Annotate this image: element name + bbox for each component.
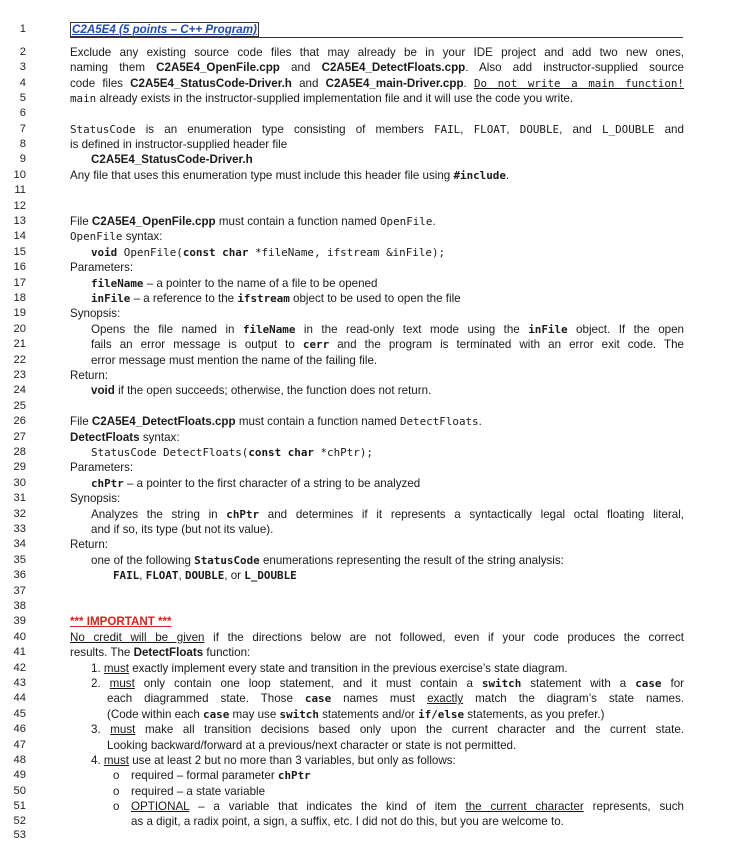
line-text: Analyzes the string in chPtr and determines if it represents a syntactically legal octal floating literal, bbox=[91, 508, 684, 521]
line-number: 44 bbox=[13, 692, 26, 704]
line-3 bbox=[0, 60, 750, 75]
line-number: 27 bbox=[13, 431, 26, 443]
line-43 bbox=[0, 676, 750, 691]
line-number: 40 bbox=[13, 631, 26, 643]
line-text: Parameters: bbox=[70, 461, 134, 474]
line-33 bbox=[0, 522, 750, 537]
line-36 bbox=[0, 568, 750, 583]
line-10 bbox=[0, 168, 750, 183]
filename: C2A5E4_OpenFile.cpp bbox=[156, 61, 280, 74]
line-number: 20 bbox=[13, 323, 26, 335]
line-number: 25 bbox=[13, 400, 26, 412]
line-number: 50 bbox=[13, 785, 26, 797]
line-18 bbox=[0, 291, 750, 306]
line-25 bbox=[0, 399, 750, 414]
line-text: fails an error message is output to cerr and the program is terminated with an error exit code. The bbox=[91, 338, 684, 351]
line-number: 46 bbox=[13, 723, 26, 735]
line-text: FAIL, FLOAT, DOUBLE, or L_DOUBLE bbox=[113, 569, 297, 582]
line-8 bbox=[0, 137, 750, 152]
line-4 bbox=[0, 76, 750, 91]
line-number: 30 bbox=[13, 477, 26, 489]
line-1 bbox=[0, 22, 750, 37]
line-number: 15 bbox=[13, 246, 26, 258]
line-number: 9 bbox=[19, 153, 26, 165]
line-51 bbox=[0, 799, 750, 814]
bullet-circle-icon: o bbox=[113, 785, 120, 798]
line-number: 31 bbox=[13, 492, 26, 504]
line-number: 18 bbox=[13, 292, 26, 304]
list-item-3: 3. must make all transition decisions based only upon the current character and the current state. bbox=[91, 723, 685, 736]
line-6 bbox=[0, 106, 750, 121]
line-text: results. The DetectFloats function: bbox=[70, 646, 251, 659]
list-item-2: 2. must only contain one loop statement, and it must contain a switch statement with a case for bbox=[91, 677, 684, 690]
bullet-circle-icon: o bbox=[113, 769, 120, 782]
line-number: 19 bbox=[13, 307, 26, 319]
line-text: File C2A5E4_DetectFloats.cpp must contain a function named DetectFloats. bbox=[70, 415, 482, 428]
filename: C2A5E4_StatusCode-Driver.h bbox=[130, 77, 292, 90]
filename: C2A5E4_DetectFloats.cpp bbox=[321, 61, 466, 74]
line-number: 12 bbox=[13, 200, 26, 212]
line-number: 33 bbox=[13, 523, 26, 535]
line-37 bbox=[0, 584, 750, 599]
line-text: one of the following StatusCode enumerations representing the result of the string analysis: bbox=[91, 554, 564, 567]
line-39 bbox=[0, 614, 750, 629]
line-text: Opens the file named in fileName in the read-only text mode using the inFile object. If the open bbox=[91, 323, 684, 336]
code-signature: StatusCode DetectFloats(const char *chPtr); bbox=[91, 446, 373, 459]
line-text: inFile – a reference to the ifstream object to be used to open the file bbox=[91, 292, 461, 305]
important-heading: *** IMPORTANT *** bbox=[70, 615, 172, 628]
line-35 bbox=[0, 553, 750, 568]
line-text: No credit will be given if the directions below are not followed, even if your code produces the correct bbox=[70, 631, 684, 644]
line-number: 8 bbox=[19, 138, 26, 150]
line-text: OpenFile syntax: bbox=[70, 230, 163, 243]
filename: C2A5E4_StatusCode-Driver.h bbox=[91, 153, 253, 166]
filename: C2A5E4_OpenFile.cpp bbox=[91, 215, 216, 228]
line-text: as a digit, a radix point, a sign, a suffix, etc. I did not do this, but you are welcome to. bbox=[131, 815, 564, 828]
line-number: 1 bbox=[19, 23, 26, 35]
line-number: 29 bbox=[13, 461, 26, 473]
line-text: StatusCode is an enumeration type consisting of members FAIL, FLOAT, DOUBLE, and L_DOUBLE and bbox=[70, 123, 684, 136]
line-22 bbox=[0, 353, 750, 368]
line-number: 2 bbox=[19, 46, 26, 58]
line-text bbox=[91, 152, 684, 167]
line-text: DetectFloats syntax: bbox=[70, 431, 180, 444]
line-number: 42 bbox=[13, 662, 26, 674]
line-34 bbox=[0, 537, 750, 552]
line-number: 26 bbox=[13, 415, 26, 427]
line-number: 28 bbox=[13, 446, 26, 458]
line-16 bbox=[0, 260, 750, 275]
line-text: fileName – a pointer to the name of a file to be opened bbox=[91, 277, 378, 290]
line-15 bbox=[0, 245, 750, 260]
line-number: 13 bbox=[13, 215, 26, 227]
line-29 bbox=[0, 460, 750, 475]
line-text: and if so, its type (but not its value). bbox=[91, 523, 274, 536]
line-text: Any file that uses this enumeration type must include this header file using #include. bbox=[70, 169, 510, 182]
line-number: 39 bbox=[13, 615, 26, 627]
line-number: 10 bbox=[13, 169, 26, 181]
line-number: 5 bbox=[19, 92, 26, 104]
line-24 bbox=[0, 383, 750, 398]
sub-bullet: o OPTIONAL – a variable that indicates the kind of item the current character represents, such bbox=[113, 800, 684, 813]
line-number: 34 bbox=[13, 538, 26, 550]
line-26 bbox=[0, 414, 750, 429]
line-number: 22 bbox=[13, 354, 26, 366]
line-number: 51 bbox=[13, 800, 26, 812]
line-text: Synopsis: bbox=[70, 307, 121, 320]
line-number: 41 bbox=[13, 646, 26, 658]
line-text: is defined in instructor-supplied header file bbox=[70, 138, 288, 151]
line-number: 14 bbox=[13, 230, 26, 242]
line-text: Return: bbox=[70, 369, 109, 382]
line-number: 32 bbox=[13, 508, 26, 520]
line-text: File C2A5E4_OpenFile.cpp must contain a function named OpenFile. bbox=[70, 215, 436, 228]
line-number: 35 bbox=[13, 554, 26, 566]
line-text: error message must mention the name of the failing file. bbox=[91, 354, 378, 367]
exercise-title-box bbox=[70, 22, 259, 37]
line-number: 45 bbox=[13, 708, 26, 720]
line-text: Synopsis: bbox=[70, 492, 121, 505]
line-number: 43 bbox=[13, 677, 26, 689]
line-47 bbox=[0, 738, 750, 753]
line-text: Exclude any existing source code files that may already be in your IDE project and add two new ones, bbox=[70, 46, 684, 59]
line-20 bbox=[0, 322, 750, 337]
filename: C2A5E4_DetectFloats.cpp bbox=[91, 415, 236, 428]
line-number: 49 bbox=[13, 769, 26, 781]
line-number: 7 bbox=[19, 123, 26, 135]
line-text: naming them C2A5E4_OpenFile.cpp and C2A5E4_DetectFloats.cpp. Also add instructor-supplied source bbox=[70, 61, 684, 74]
line-44 bbox=[0, 691, 750, 706]
line-45 bbox=[0, 707, 750, 722]
bullet-circle-icon: o bbox=[113, 800, 120, 813]
line-13 bbox=[0, 214, 750, 229]
line-53 bbox=[0, 828, 750, 843]
line-text: Return: bbox=[70, 538, 109, 551]
line-number: 38 bbox=[13, 600, 26, 612]
line-text: (Code within each case may use switch statements and/or if/else statements, as you prefer.) bbox=[107, 708, 605, 721]
line-text: main already exists in the instructor-supplied implementation file and it will use the code you write. bbox=[70, 92, 574, 105]
line-40 bbox=[0, 630, 750, 645]
line-11 bbox=[0, 183, 750, 198]
line-number: 24 bbox=[13, 384, 26, 396]
main-warning: Do not write a main function! bbox=[473, 77, 684, 90]
line-50 bbox=[0, 784, 750, 799]
sub-bullet: o required – formal parameter chPtr bbox=[113, 769, 311, 782]
line-7 bbox=[0, 122, 750, 137]
line-number: 52 bbox=[13, 815, 26, 827]
line-text: chPtr – a pointer to the first character of a string to be analyzed bbox=[91, 477, 421, 490]
line-number: 16 bbox=[13, 261, 26, 273]
line-number: 53 bbox=[13, 829, 26, 841]
line-number: 4 bbox=[19, 77, 26, 89]
line-text: Parameters: bbox=[70, 261, 134, 274]
line-5 bbox=[0, 91, 750, 106]
line-28 bbox=[0, 445, 750, 460]
line-23 bbox=[0, 368, 750, 383]
line-14 bbox=[0, 229, 750, 244]
line-number: 11 bbox=[14, 184, 26, 196]
line-30 bbox=[0, 476, 750, 491]
line-31 bbox=[0, 491, 750, 506]
line-number: 47 bbox=[13, 739, 26, 751]
line-27 bbox=[0, 430, 750, 445]
exercise-title[interactable]: C2A5E4 (5 points – C++ Program) bbox=[72, 23, 257, 36]
line-32 bbox=[0, 507, 750, 522]
line-41 bbox=[0, 645, 750, 660]
line-12 bbox=[0, 199, 750, 214]
line-19 bbox=[0, 306, 750, 321]
line-number: 6 bbox=[19, 107, 26, 119]
line-46 bbox=[0, 722, 750, 737]
line-text: void if the open succeeds; otherwise, the function does not return. bbox=[91, 384, 432, 397]
line-number: 3 bbox=[19, 61, 26, 73]
filename: C2A5E4_main-Driver.cpp bbox=[325, 77, 464, 90]
sub-bullet: o required – a state variable bbox=[113, 785, 266, 798]
line-text: code files C2A5E4_StatusCode-Driver.h and C2A5E4_main-Driver.cpp. Do not write a main function! bbox=[70, 77, 684, 90]
line-21 bbox=[0, 337, 750, 352]
list-item-1: 1. must exactly implement every state and transition in the previous exercise’s state diagram. bbox=[91, 662, 568, 675]
line-text: Looking backward/forward at a previous/next character or state is not permitted. bbox=[107, 739, 517, 752]
line-48 bbox=[0, 753, 750, 768]
line-number: 17 bbox=[13, 277, 26, 289]
line-49 bbox=[0, 768, 750, 783]
line-number: 21 bbox=[13, 338, 26, 350]
line-number: 36 bbox=[13, 569, 26, 581]
line-38 bbox=[0, 599, 750, 614]
line-9 bbox=[0, 152, 750, 167]
line-42 bbox=[0, 661, 750, 676]
line-number: 37 bbox=[13, 585, 26, 597]
line-17 bbox=[0, 276, 750, 291]
line-number: 48 bbox=[13, 754, 26, 766]
list-item-4: 4. must use at least 2 but no more than 3 variables, but only as follows: bbox=[91, 754, 456, 767]
line-text: each diagrammed state. Those case names must exactly match the diagram’s state names. bbox=[107, 692, 685, 705]
code-signature: void OpenFile(const char *fileName, ifstream &inFile); bbox=[91, 246, 446, 259]
line-number: 23 bbox=[13, 369, 26, 381]
line-2 bbox=[0, 45, 750, 60]
